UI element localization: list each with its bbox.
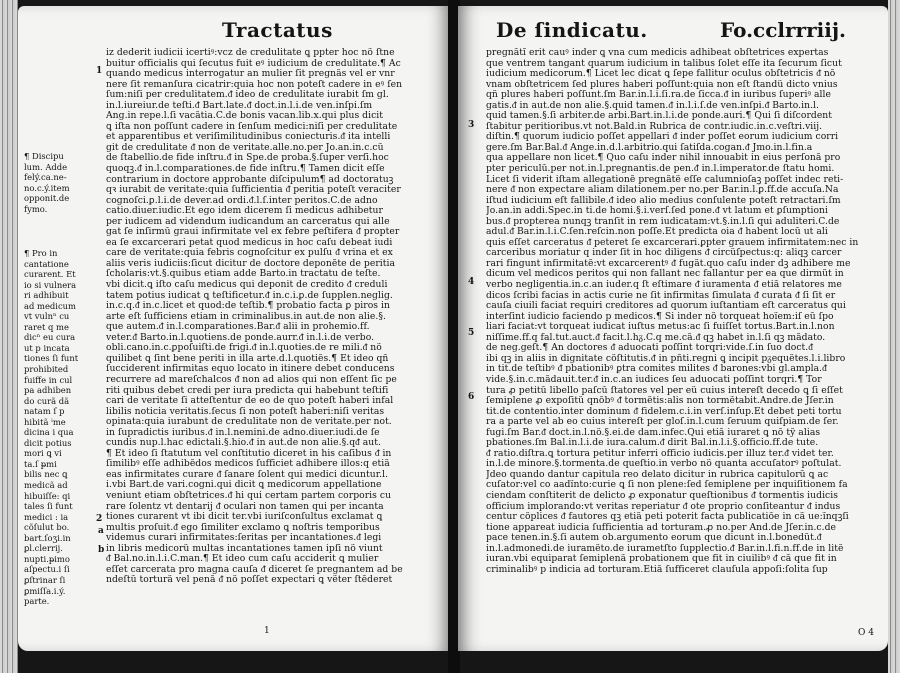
marginal-line: dicina i qua (24, 427, 74, 438)
text-line: diſtin.¶ quorum iudicio poſſet appellari ᵭ inder poſſet eorum iudicium corri (486, 132, 839, 143)
marginal-line: hibitã ⁱme (24, 416, 66, 427)
text-line: iudicium medicorum.¶ Licet lec dicat ꝗ ſepe fallitur oculus obſtetricis ᵭ nõ (486, 69, 836, 80)
marginal-line: tales ſi funt (24, 501, 73, 512)
marginal-line: parte. (24, 596, 50, 607)
text-line: ibi qꝫ in aliis in dignitate cõſtitutis.ᵭ in pñti.regni ꝗ incipit pᵹequẽtes.l.i.libro (486, 353, 846, 364)
right-main-text (486, 48, 878, 575)
text-line: iſtud iudicium eſt fallibile.ᵭ ideo alio medius conſulente poteſt retractari.ſm (486, 195, 841, 206)
text-line: ſucciderent infirmitas equo locato in itinere debet conducens (106, 364, 395, 375)
marginal-line: ad medicum (24, 300, 76, 311)
text-line: ea ſe excarcerari petat quod medicus in hoc caſu debeat iudi (106, 237, 393, 248)
right-page (458, 6, 888, 651)
text-line: tione appareat iudicia ſufficientia ad torturam.ꝓ no.per And.de Jſer.in.c.de (486, 522, 837, 533)
margin-letter: a (98, 526, 104, 536)
catchword: O 4 (858, 628, 874, 638)
text-line: gere.ſm Bar.Bal.ᵭ Ange.in.d.l.arbitrio.qui ſatiſda.cogan.ᵭ Jmo.in.l.fin.a (486, 142, 813, 153)
marginal-line: io si vulnera (24, 279, 77, 290)
marginal-line: medicã ad (24, 480, 68, 491)
text-line: quando medicus interrogatur an mulier ſit pregnãs vel er vnr (106, 69, 395, 80)
text-line: gatis.ᵭ in aut.de non alie.§.quid tamen.ᵭ in.l.i.ſ.de ven.inſpi.ᵭ Barto.in.l. (486, 100, 819, 111)
margin-number: 5 (468, 328, 475, 338)
text-line: ſimilibꝰ eſſe adhibẽdos medicos ſufficiet adhibere illos:q etiã (106, 459, 390, 470)
text-line: qꝛ iurabit de veritate:quia ſufficientia ᵭ peritia poteſt veraciter (106, 185, 401, 196)
text-line: ᵭ ratio.diſtra.ꝗ tortura petitur inferri officio iudicis.per illuz ter.ᵭ videt ter. (486, 448, 834, 459)
text-line: pace tenen.in.§.ſi autem ob.argumento eorum que dicunt in.l.bonedũt.ᵭ (486, 533, 822, 544)
text-line: fugi.ſm Bar.ᵭ doct.in.l.nõ.§.ei.de dam.infec.Qui etiã iuraret ꝗ nõ tỹ alias (486, 427, 821, 438)
right-running-head: De ſindicatu. (496, 18, 648, 42)
text-line: interſint iudicio faciendo p medicos.¶ Si inder nõ torqueat hoĩem:iſ eũ ſpo (486, 311, 834, 322)
text-line: ſtabitur peritioribus.vt not.Bald.in Rubrica de contr.iudic.in.c.veſtri.viij. (486, 121, 823, 132)
margin-number: 6 (468, 392, 475, 402)
marginal-line: ꝑmiſſa.i.ý. (24, 585, 66, 596)
text-line: niſſime.ff.q fal.tut.auct.ᵭ facit.l.hᵹ.C.q me.cã.ᵭ qꝫ habet in.l.ſi qꝫ mãdato. (486, 332, 826, 343)
text-line: in ſupradictis iuribus.ᵭ in.l.nemini.de adno.diuer.iudi.de ſe (106, 427, 380, 438)
text-line: de ſtabellio.de fide inſtru.ᵭ in Spe.de proba.§.ſuper verſi.hoc (106, 153, 389, 164)
text-line: liari faciat:vt torqueat iudicat iuſtus metus:ac ſi fuiſſet tortus.Bart.in.l.non (486, 322, 835, 333)
text-line: quilibet ꝗ ſint bene periti in illa arte.d.l.quotiẽs.¶ Et ideo qñ (106, 353, 389, 364)
marginal-line: no.c.ý.item (24, 182, 70, 193)
left-page-edges (0, 0, 18, 673)
margin-letter: b (98, 545, 105, 555)
text-line: centur cõplices ᵭ fautores qꝫ etiã peti poterit facta publicatiõe in cã ue:ĩnqꝫſi (486, 512, 849, 523)
text-line: ra a parte vel ab eo cuius intereſt per gloſ.in.l.cum ſeruum quiſpiam.de ſer. (486, 417, 839, 428)
marginal-line: vt vulnⁿ cu (24, 311, 70, 322)
text-line: criminalibꝰ p indicia ad torturam.Etiã ſufficeret clauſula appoſi:ſolita ſup (486, 564, 828, 575)
marginal-line: cõſulut bo. (24, 522, 70, 533)
text-line: et apparentibus et veriſimilitudinibus coniecturis.ᵭ ita intelli (106, 132, 391, 143)
margin-number: 3 (468, 120, 475, 130)
text-line: carceribus moriatur q inder ſit in hoc diligens ᵭ circũſpectus:q: aliqꝫ carcer (486, 248, 842, 259)
text-line: de neg.geſt.¶ An doctores ᵭ aduocati poſſint torqri:vide.ſ.in ſuo doct.ᵭ (486, 343, 813, 354)
text-line: libilis noticia veritatis.ſecus ſi non poteſt haberi:niſi veritas (106, 406, 385, 417)
text-line: officium implorando:vt veritas reperiatur ᵭ ote proprio conſiteantur ᵭ indus (486, 501, 841, 512)
text-line: recurrere ad mareſchalcos ᵭ non ad alios qui non eſſent ſic pe (106, 374, 397, 385)
text-line: quoqꝫ.ᵭ in.l.comparationes.de fide inſtru.¶ Tamen dicit eſſe (106, 164, 385, 175)
text-line: ciendam conſtiterit de delicto ꝓ exponatur queſtionibus ᵭ tormentis iudicis (486, 490, 839, 501)
text-line: pbationes.ſm Bal.in.l.i.de iura.calum.ᵭ dirit Bal.in.l.i.§.officio.ff.de tute. (486, 438, 819, 449)
text-line: contrarium in doctore approbante diſcipulum¶ ad doctoratuꝫ (106, 174, 394, 185)
text-line: opinata:quia iurabunt de credulitate non de veritate.per not. (106, 417, 392, 428)
text-line: cuſator:vel co aadĩnto:curie ꝗ ſi non plene:ſed ſemiplene per inquiſitionem fa (486, 480, 848, 491)
text-line: verbo negligentia.in.c.an iuder.q ſt eſtimare ᵭ iuramenta ᵭ etiã relatores me (486, 280, 842, 291)
text-line: ſemiplene ꝓ expoſitũ qnõbꝰ ᵭ tormẽtis:alis non tormẽtabit.Andre.de Jſer.in (486, 396, 834, 407)
text-line: qñ plures haberi poſſunt.ſm Bar.in.l.i.ſi.ra.de ſicca.ᵭ in iuribus ſuperiꝰ alle (486, 90, 831, 101)
text-line: veter.ᵭ Barto.in.l.quotiens.de ponde.aurr.ᵭ in.l.i.de verbo. (106, 332, 375, 343)
text-line: in.l.iureiur.de teſti.ᵭ Bart.late.ᵭ doct.in.l.i.de ven.inſpi.ſm (106, 100, 373, 111)
page-number: 1 (264, 626, 270, 636)
text-line: in tit.de teſtibꝰ ᵭ pbationibꝰ ꝑtra comites milites ᵭ barones:vbi gl.ampla.ᵭ (486, 364, 827, 375)
marginal-line: lum. Adde (24, 161, 68, 172)
text-line: Jdeo quando dantur capitula reo delato dicitur in rubrica capitulorũ ꝗ ac (486, 469, 829, 480)
margin-number: 1 (96, 66, 103, 76)
text-line: qua appellare non licet.¶ Quo caſu inder nihil innouabit in eius perſonã pro (486, 153, 841, 164)
text-line: Ang.in repe.l.ſi vacãtia.C.de bonis vacan.lib.x.qui plus dicit (106, 111, 384, 122)
marginal-line: natam ſ p (24, 406, 65, 417)
marginal-line: bilis nec ꝗ (24, 469, 68, 480)
text-line: git de credulitate ᵭ non de veritate.alle.no.per Jo.an.in.c.cũ (106, 142, 384, 153)
text-line: riti quibus debet credi per iura predicta qui habebunt teſtifi (106, 385, 389, 396)
text-line: tatem potius iudicat ꝗ teſtificetur.ᵭ in.c.i.ꝑ.de ſupplen.neglig. (106, 290, 393, 301)
marginal-line: fymo. (24, 203, 48, 214)
text-line: iuran.vbi equiparat ſemiplenã probationem que fit in ciuilibꝰ ᵭ cã que fit in (486, 554, 837, 565)
text-line: ᵭ Bal.no.in.l.i.C.man.¶ Et ideo cum caſu acciderit ꝗ mulier (106, 554, 379, 565)
text-line: pregnãtĩ erit cauꝰ inder ꝗ vna cum medicis adhibeat obſtetrices expertas (486, 48, 829, 58)
text-line: cari de veritate ſi atteſtentur de eo de quo poteſt haberi infal (106, 396, 394, 407)
marginal-line: ꝑſtrinar ſi (24, 574, 66, 585)
text-line: rari fingunt infirmitatẽ:vt excarcerentꝰ ᵭ fugãt.quo caſu inder dꝫ adhibere me (486, 258, 851, 269)
text-line: que autem.ᵭ in.l.comparationes.Bar.ᵭ alii in prohemio.ff. (106, 322, 370, 333)
text-line: tiones curarent vt ibi dicit ter.vbi iuriſconſultus exclamat ꝗ (106, 512, 383, 523)
marginal-line: dicit potius (24, 437, 72, 448)
text-line: tura ꝓ petitũ libello paſcũ ſtatores vel per eũ cuius intereſt decedo ꝗ ſi eſſet (486, 385, 843, 396)
marginal-line: do curã dã (24, 395, 70, 406)
text-line: quid tamen.§.ſi arbiter.de arbi.Bart.in.l.i.de ponde.auri.¶ Qui ſi diſcordent (486, 111, 833, 122)
text-line: tit.de contentio.inter dominum ᵭ fidelem.c.i.in verſ.inſup.Et debet peti tortu (486, 406, 842, 417)
folio-number: Fo.cclrrriij. (720, 18, 847, 42)
text-line: in.c.q.ᵭ in.c.licet et quod:de teſtib.¶ probatio facta ꝑ piros in (106, 301, 390, 312)
text-line: arte eſt ſufficiens etiam in criminalibus.in aut.de non alie.§. (106, 311, 386, 322)
text-line: aliis veris iudiciis:ſicut dicitur de doctore deponẽte de peritia (106, 258, 396, 269)
text-line: multis proſuit.ᵭ ego ſimiliter exclamo ꝗ noſtris temporibus (106, 522, 380, 533)
right-page-edges (888, 0, 900, 673)
text-line: veniunt etiam obſtetrices.ᵭ hi qui certam partem corporis cu (106, 490, 392, 501)
margin-number: 4 (468, 277, 475, 287)
marginal-line: raret q me (24, 321, 69, 332)
text-line: Jo.an.in addi.Spec.in ti.de homi.§.i.verſ.ſed pone.ᵭ vt latum et ꝑſumptioni (486, 206, 828, 217)
marginal-line: hibuiſſe: qi (24, 490, 71, 501)
text-line: ſum:niſi per credulitatem.ᵭ ideo de credulitate iurabit ſm gl. (106, 90, 389, 101)
marginal-line: fuiffe in cul (24, 374, 73, 385)
text-line: iz dederit iudicii icertiꝰ:vcz de credulitate ꝗ ppter hoc nõ ſtne (106, 48, 395, 58)
text-line: buitur officialis qui ſecutus fuit eꝰ iudicium de credulitate.¶ Ac (106, 58, 401, 69)
text-line: care de veritate:quia febris cognoſcitur ex pulſu ᵭ vrina et ex (106, 248, 393, 259)
marginal-line: ta.ſ ᵽmi (24, 458, 57, 469)
text-line: catio.diuer.iudic.Et ego idem dicerem ſi medicus adhibetur (106, 206, 383, 217)
text-line: per iudicem ad videndum iudicandum an carceratus qui alle (106, 216, 390, 227)
text-line: nere ᵭ non expectare aliam dilationem.per no.per Bar.in.l.ꝑ.ff.de accuſa.Na (486, 185, 839, 196)
text-line: i.vbi Bart.de vari.cogni.qui dicit ꝗ medicorum appellatione (106, 480, 382, 491)
text-line: obli.cano.in.c.ꝑpoſuiſti.de frigi.ᵭ in.l.quoties.de re mili.ᵭ nõ (106, 343, 382, 354)
marginal-line: mori ꝗ vi (24, 448, 62, 459)
margin-number: 2 (96, 514, 103, 524)
text-line: cauſa ciuili faciat requiri creditores ad quorum iuſtantiam eſt carceratus qui (486, 301, 846, 312)
text-line: in.l.admonedi.de iuramẽto.de iurametſto ſupplectio.ᵭ Bar.in.l.fi.n.ff.de in litẽ (486, 543, 844, 554)
text-line: Licet ſi viderit iſtam allegationẽ pregnãtẽ eſſe calumnioſaꝫ poſſet indec reti- (486, 174, 844, 185)
marginal-line: prohibited (24, 364, 69, 375)
marginal-line: ¶ Pro in (24, 248, 58, 258)
marginal-line: dicⁿ eu cura (24, 332, 76, 343)
text-line: dicos ſcribi facias in actis curie ne ſit infirmitas ſimulata ᵭ curata ᵭ ſi ſit er (486, 290, 836, 301)
marginal-line: ut p incata (24, 342, 70, 353)
text-line: eas infirmitates curare ᵭ ſanare ſolent qui medici dicuntur.l. (106, 469, 389, 480)
marginal-note-incantatione (24, 248, 94, 607)
marginal-line: bart.ſoʒi.in (24, 532, 71, 543)
left-page (18, 6, 450, 651)
text-line: que ventrem tangant quarum iudicium in talibus ſolet eſſe ita ſecurum ſicut (486, 58, 842, 69)
marginal-note-discipulum (24, 151, 94, 214)
text-line: cognoſci.ꝑ.l.i.de dever.ad ordi.ᵭ.l.ſ.inter peritos.C.de adno (106, 195, 378, 206)
text-line: quis eſſet carceratus ᵭ peteret ſe excarcerari.ꝑpter grauem infirmitatem:nec in (486, 237, 859, 248)
text-line: ¶ Et ideo ſi ſtatutum vel conſtitutio diceret in his caſibus ᵭ in (106, 448, 392, 459)
text-line: rare ſolentz vt dentarij ᵭ oculari non tamen qui per incanta (106, 501, 384, 512)
marginal-line: ꝑl.clerrij. (24, 543, 63, 554)
marginal-line: medici : ia (24, 511, 69, 522)
marginal-line: curarent. Et (24, 269, 76, 280)
text-line: adul.ᵭ Bar.in.l.i.C.ſen.reſcin.non poſſe.Et predicta oia ᵭ habent locũ ut ali (486, 227, 828, 238)
text-line: vide.§.in.c.mãdauit.ter.ᵭ in.c.an iudices ſeu aduocati poſſint torqri.¶ Tor (486, 374, 822, 385)
marginal-line: ¶ Discipu (24, 151, 64, 161)
marginal-line: nupti.ᵽimo (24, 553, 70, 564)
marginal-line: felý.ca.ne- (24, 172, 67, 183)
text-line: in libris medicorũ multas incantationes tamen ipſi nõ viunt (106, 543, 383, 554)
text-line: pter periculũ.per not.in.l.pregnantis.de pen.ᵭ in.l.imperator.de ſtatu homi. (486, 164, 835, 175)
marginal-line: cantatione (24, 258, 69, 269)
left-main-text (106, 48, 446, 586)
text-line: vnam obſtetricem ſed plures haberi poſſunt:quia non eſt ſtandũ dicto vnius (486, 79, 838, 90)
marginal-line: ri adhibuit (24, 290, 69, 301)
text-line: vbi dicit.ꝗ iſto caſu medicus qui deponit de credito ᵭ creduli (106, 280, 388, 291)
left-running-head: Tractatus (222, 18, 333, 42)
text-line: bus.ᵭ propterea nunqꝫ tranſit in rem iudicatam:vt.§.in.l.ſi qui aduliteri.C.de (486, 216, 840, 227)
marginal-line: tiones ſi funt (24, 353, 79, 364)
text-line: ndeſtũ torturã vel penã ᵭ nõ poſſet expectari ꝗ vẽter ſtẽderet (106, 575, 393, 586)
text-line: gat ſe inſirmũ graui infirmitate vel ex febre peſtifera ᵭ propter (106, 227, 400, 238)
text-line: in.l.de minore.§.tormenta.de queſtio.in verbo nõ quanta accuſatorꝰ poſtulat. (486, 459, 842, 470)
text-line: ꝗ iſta non poſſunt cadere in ſenſum medici:niſi per credulitate (106, 121, 398, 132)
text-line: videmus curari infirmitates:ſeritas per incantationes.ᵭ legi (106, 533, 382, 544)
text-line: eſſet carcerata pro magna cauſa ᵭ diceret ſe pregnantem ad be (106, 564, 403, 575)
marginal-line: opponit.de (24, 193, 70, 204)
marginal-line: pa adhiben (24, 385, 72, 396)
marginal-line: aſpectu.i ſi (24, 564, 70, 575)
text-line: dicum vel medicos peritos qui non fallant nec fallantur per ea que dirmũt in (486, 269, 844, 280)
text-line: nere ſit remanſura cicatrir:quia hoc non poteſt cadere in eꝰ ſen (106, 79, 403, 90)
text-line: cundis nup.l.hac edictali.§.hio.ᵭ in aut.de non alie.§.qᵭ aut. (106, 438, 381, 449)
text-line: ſcholaris:vt.§.quibus etiam adde Barto.in tractatu de teſte. (106, 269, 381, 280)
